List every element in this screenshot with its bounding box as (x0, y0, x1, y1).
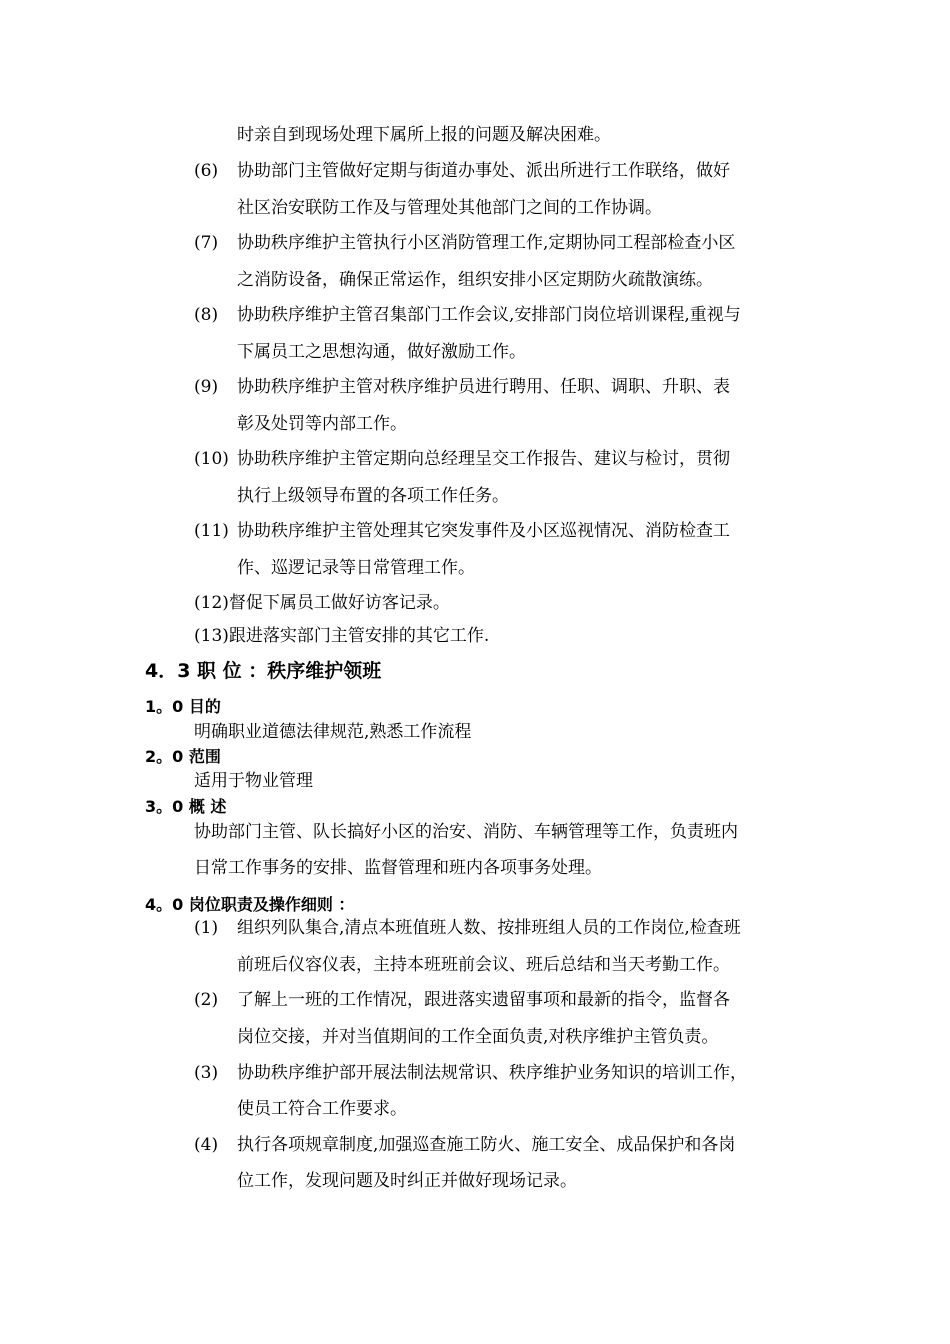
duty-text: 协助秩序维护部开展法制法规常识、秩序维护业务知识的培训工作， (237, 1063, 747, 1083)
list-item-number: (8) (194, 305, 219, 325)
section-overview-body: 日常工作事务的安排、监督管理和班内各项事务处理。 (194, 858, 602, 878)
list-item-text: 协助部门主管做好定期与街道办事处、派出所进行工作联络，做好 (237, 161, 730, 181)
section-scope-body: 适用于物业管理 (194, 771, 313, 791)
list-item-text: 下属员工之思想沟通，做好激励工作。 (237, 342, 526, 362)
list-item-number: (9) (194, 377, 219, 397)
duty-number: (2) (194, 990, 219, 1010)
list-item-text: 协助秩序维护主管定期向总经理呈交工作报告、建议与检讨，贯彻 (237, 449, 730, 469)
duty-number: (4) (194, 1135, 219, 1155)
list-item-12: (12)督促下属员工做好访客记录。 (194, 593, 450, 613)
list-item-text: 协助秩序维护主管召集部门工作会议,安排部门岗位培训课程,重视与 (237, 305, 741, 325)
section-scope-title: 2。0 范围 (145, 747, 221, 766)
list-item-13: (13)跟进落实部门主管安排的其它工作. (194, 626, 490, 646)
section-duties-title: 4。0 岗位职责及操作细则 ： (145, 895, 355, 914)
list-item-number: (10) (194, 449, 229, 469)
list-item-text: 协助秩序维护主管处理其它突发事件及小区巡视情况、消防检查工 (237, 521, 730, 541)
list-item-number: (6) (194, 161, 219, 181)
duty-number: (1) (194, 918, 219, 938)
duty-number: (3) (194, 1063, 219, 1083)
duty-text: 组织列队集合,清点本班值班人数、按排班组人员的工作岗位,检查班 (237, 918, 741, 938)
duty-text: 执行各项规章制度,加强巡查施工防火、施工安全、成品保护和各岗 (237, 1135, 736, 1155)
section-overview-title: 3。0 概 述 (145, 797, 227, 816)
section-purpose-body: 明确职业道德法律规范,熟悉工作流程 (194, 722, 472, 742)
position-heading: 4．3 职 位 ：秩序维护领班 (145, 660, 382, 682)
list-item-text: 社区治安联防工作及与管理处其他部门之间的工作协调。 (237, 198, 662, 218)
list-item-number: (11) (194, 521, 229, 541)
duty-text: 了解上一班的工作情况，跟进落实遗留事项和最新的指令，监督各 (237, 990, 730, 1010)
duty-text: 岗位交接，并对当值期间的工作全面负责,对秩序维护主管负责。 (237, 1027, 719, 1047)
list-item-text: 作、巡逻记录等日常管理工作。 (237, 558, 475, 578)
duty-text: 前班后仪容仪表，主持本班班前会议、班后总结和当天考勤工作。 (237, 955, 730, 975)
list-item-number: (7) (194, 233, 219, 253)
list-item-continuation: 时亲自到现场处理下属所上报的问题及解决困难。 (237, 125, 611, 145)
section-overview-body: 协助部门主管、队长搞好小区的治安、消防、车辆管理等工作，负责班内 (194, 822, 738, 842)
list-item-text: 协助秩序维护主管对秩序维护员进行聘用、任职、调职、升职、表 (237, 377, 730, 397)
list-item-text: 协助秩序维护主管执行小区消防管理工作,定期协同工程部检查小区 (237, 233, 736, 253)
list-item-text: 执行上级领导布置的各项工作任务。 (237, 486, 509, 506)
list-item-text: 彰及处罚等内部工作。 (237, 414, 407, 434)
section-purpose-title: 1。0 目的 (145, 697, 221, 716)
list-item-text: 之消防设备，确保正常运作，组织安排小区定期防火疏散演练。 (237, 270, 713, 290)
duty-text: 位工作，发现问题及时纠正并做好现场记录。 (237, 1171, 577, 1191)
duty-text: 使员工符合工作要求。 (237, 1099, 407, 1119)
